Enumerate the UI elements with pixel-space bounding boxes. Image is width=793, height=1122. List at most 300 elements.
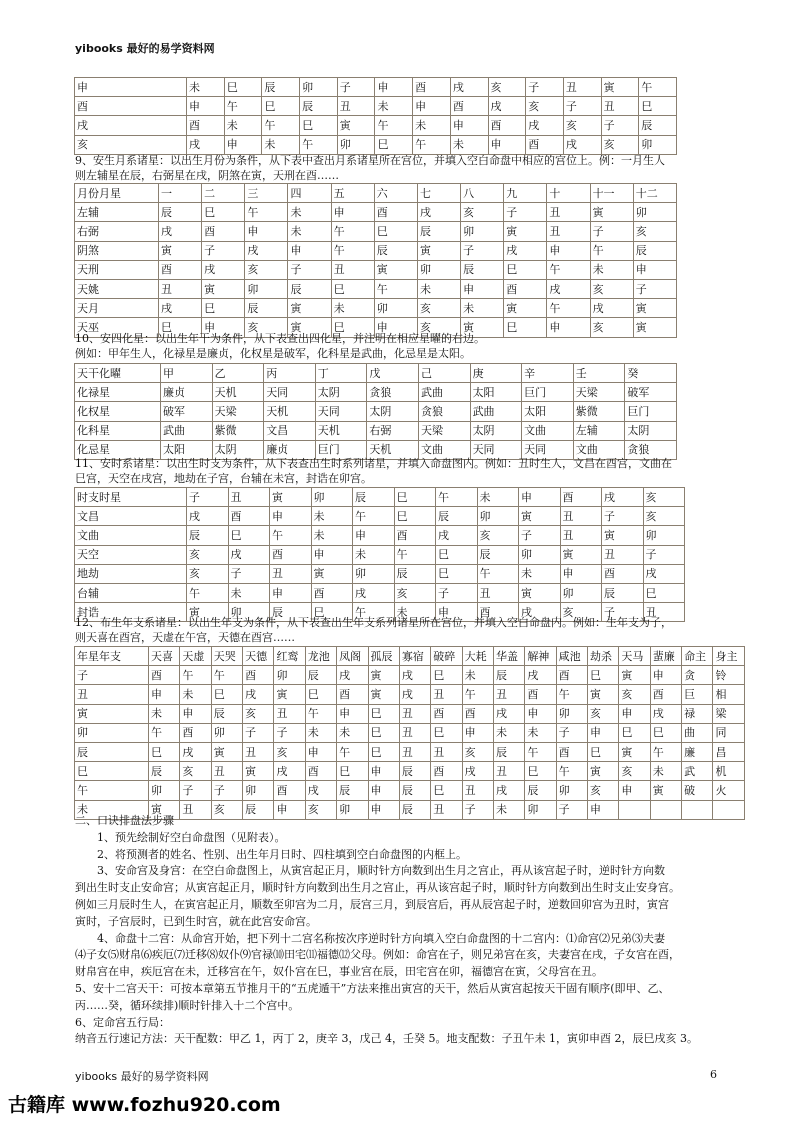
table-cell: 申 <box>374 318 417 337</box>
table-cell: 亥 <box>180 762 211 781</box>
table-row <box>75 685 745 704</box>
text-line: 5、安十二宫天干：可按本章第五节推月干的“五虎遁干”方法来推出寅宫的天干，然后从寅宫起按天干固有顺序(即甲、乙、 <box>75 981 670 995</box>
table-cell: 九 <box>504 184 547 203</box>
table-cell: 午 <box>149 723 180 742</box>
table-cell: 巳 <box>300 116 338 135</box>
table-cell: 辰 <box>493 742 524 761</box>
table-cell: 戌 <box>643 564 685 583</box>
table-cell: 巳 <box>588 742 619 761</box>
table-cell: 申 <box>547 318 590 337</box>
table-cell: 辰 <box>399 781 430 800</box>
table-cell: 巳 <box>431 666 462 685</box>
table-cell: 辰 <box>353 488 395 507</box>
table-cell: 申 <box>619 781 650 800</box>
text-line: 纳音五行速记方法：天干配数：甲乙 1，丙丁 2，庚辛 3，戊己 4，壬癸 5。地支配数：子丑午未 1，寅卯申酉 2，辰巳戌亥 3。 <box>75 1032 698 1046</box>
table-cell: 辰 <box>436 507 478 526</box>
table-cell: 丁 <box>315 364 367 383</box>
table-cell: 紫微 <box>573 402 625 421</box>
table-cell: 命主 <box>682 647 713 666</box>
table-cell: 未 <box>228 583 270 602</box>
table-cell: 天梁 <box>212 402 264 421</box>
table-cell: 午 <box>353 507 395 526</box>
table-row <box>75 647 745 666</box>
table-cell: 太阳 <box>522 402 574 421</box>
table-cell: 太阳 <box>470 383 522 402</box>
text-line: 9、安生月系诸星：以出生月份为条件，从下表中查出月系诸星所在宫位，并填入空白命盘中相应的宫位上。例：一月生人 <box>75 154 665 167</box>
table-four-transformations <box>74 363 677 460</box>
table-cell: 寅 <box>311 564 353 583</box>
table-cell: 亥 <box>590 279 633 298</box>
table-cell: 天同 <box>264 383 316 402</box>
table-cell: 酉 <box>431 704 462 723</box>
table-cell: 天机 <box>212 383 264 402</box>
table-cell: 武 <box>682 762 713 781</box>
table-cell: 亥 <box>560 603 602 622</box>
table-cell: 丑 <box>431 685 462 704</box>
table-cell: 辰 <box>461 260 504 279</box>
table-cell: 亥 <box>462 742 493 761</box>
table-cell: 天同 <box>315 402 367 421</box>
table-cell: 戌 <box>563 135 601 154</box>
table-cell: 太阳 <box>161 440 213 459</box>
section-2-text <box>75 813 698 1048</box>
table-cell: 巳 <box>643 583 685 602</box>
table-cell: 戌 <box>525 666 556 685</box>
table-cell: 午 <box>394 545 436 564</box>
table-cell: 丑 <box>180 800 211 819</box>
table-cell: 丑 <box>560 526 602 545</box>
table-cell: 亥 <box>643 507 685 526</box>
table-row <box>75 488 685 507</box>
table-cell: 戌 <box>450 78 488 97</box>
table-row <box>75 762 745 781</box>
table-cell: 寅 <box>504 299 547 318</box>
table-row <box>75 507 685 526</box>
table-cell: 子 <box>556 800 587 819</box>
text-line: 2、将预测者的姓名、性别、出生年月日时、四柱填到空白命盘图的内框上。 <box>97 847 467 861</box>
table-cell: 巳 <box>337 762 368 781</box>
table-cell: 申 <box>202 318 245 337</box>
table-cell: 酉 <box>602 564 644 583</box>
table-cell: 巳 <box>650 723 681 742</box>
table-cell: 酉 <box>274 781 305 800</box>
table-cell: 酉 <box>556 742 587 761</box>
table-cell: 卯 <box>556 781 587 800</box>
table-cell: 寅 <box>374 260 417 279</box>
section-12-text <box>75 615 672 645</box>
table-cell: 未 <box>353 545 395 564</box>
table-cell: 酉 <box>556 666 587 685</box>
text-line: 则左辅星在辰，右弼星在戌，阴煞在寅，天刑在酉…… <box>75 169 339 182</box>
table-cell: 申 <box>588 723 619 742</box>
table-cell: 巳 <box>374 222 417 241</box>
table-cell: 子 <box>643 545 685 564</box>
table-cell: 巳 <box>202 299 245 318</box>
row-header-cell: 右弼 <box>75 222 159 241</box>
table-cell: 破 <box>682 781 713 800</box>
row-header-cell: 天姚 <box>75 279 159 298</box>
table-palace-continuation <box>74 77 677 155</box>
table-row <box>75 781 745 800</box>
table-cell: 孤辰 <box>368 647 399 666</box>
table-cell: 戌 <box>245 241 288 260</box>
table-cell: 贪狼 <box>418 402 470 421</box>
table-cell: 酉 <box>477 603 519 622</box>
table-cell: 午 <box>525 742 556 761</box>
table-cell: 酉 <box>202 222 245 241</box>
table-cell: 蜚廉 <box>650 647 681 666</box>
table-cell: 丑 <box>462 781 493 800</box>
table-cell: 太阴 <box>470 421 522 440</box>
table-cell: 未 <box>311 507 353 526</box>
table-cell: 巳 <box>639 97 677 116</box>
table-cell: 未 <box>493 723 524 742</box>
table-cell: 贪狼 <box>625 440 677 459</box>
table-cell: 亥 <box>643 488 685 507</box>
table-cell: 辰 <box>399 800 430 819</box>
row-header-cell: 巳 <box>75 762 149 781</box>
table-cell: 卯 <box>149 781 180 800</box>
table-cell: 申 <box>224 135 262 154</box>
text-line: 财帛宫在申，疾厄宫在未，迁移宫在午，奴仆宫在巳，事业宫在辰，田宅宫在卯，福德宫在寅，父母宫在丑。 <box>75 965 603 979</box>
row-header-cell: 天干化曜 <box>75 364 161 383</box>
row-header-cell: 戌 <box>75 116 187 135</box>
table-cell: 戌 <box>462 762 493 781</box>
table-cell: 辰 <box>187 526 229 545</box>
table-cell: 申 <box>633 260 676 279</box>
row-header-cell: 天巫 <box>75 318 159 337</box>
table-cell: 破碎 <box>431 647 462 666</box>
table-cell: 亥 <box>563 116 601 135</box>
table-cell: 巳 <box>375 135 413 154</box>
table-cell: 戌 <box>159 222 202 241</box>
table-cell: 午 <box>547 299 590 318</box>
table-cell: 辰 <box>243 800 274 819</box>
table-cell: 酉 <box>431 762 462 781</box>
table-cell: 火 <box>713 781 744 800</box>
row-header-cell: 化禄星 <box>75 383 161 402</box>
table-cell: 申 <box>519 488 561 507</box>
table-cell: 申 <box>375 78 413 97</box>
text-line: ⑷子女⑸财帛⑹疾厄⑺迁移⑻奴仆⑼官禄⑽田宅⑾福德⑿父母。例如：命宫在子，则兄弟宫在亥，夫妻宫在戌，子女宫在酉， <box>75 948 680 962</box>
table-cell: 戌 <box>417 203 460 222</box>
table-cell: 大耗 <box>462 647 493 666</box>
table-cell: 亥 <box>187 545 229 564</box>
table-cell: 未 <box>180 685 211 704</box>
text-line: 例如三月辰时生人，在寅宫起正月，顺数至卯宫为二月，辰宫三月，到辰宫后，再从辰宫起子时，逆数回卯宫为丑时，寅宫 <box>75 897 669 911</box>
table-cell: 酉 <box>149 666 180 685</box>
table-cell: 未 <box>417 279 460 298</box>
table-cell: 酉 <box>270 545 312 564</box>
table-cell: 破军 <box>161 402 213 421</box>
table-cell: 申 <box>619 704 650 723</box>
table-cell: 寅 <box>633 318 676 337</box>
table-cell: 酉 <box>560 488 602 507</box>
table-row <box>75 78 677 97</box>
table-cell: 廉 <box>682 742 713 761</box>
table-cell: 戌 <box>228 545 270 564</box>
table-cell: 午 <box>187 583 229 602</box>
table-cell: 卯 <box>211 723 242 742</box>
table-cell: 申 <box>436 603 478 622</box>
table-cell: 寅 <box>159 241 202 260</box>
table-cell: 午 <box>270 526 312 545</box>
table-cell: 巨门 <box>315 440 367 459</box>
text-line: 11、安时系诸星：以出生时支为条件，从下表查出生时系列诸星，并填入命盘图内。例如：丑时生人，文昌在酉宫，文曲在 <box>75 457 672 470</box>
table-cell: 寅 <box>368 685 399 704</box>
text-line: 丙……癸，循环续排)顺时针排入十二个宫中。 <box>75 998 300 1012</box>
table-cell: 子 <box>202 241 245 260</box>
table-row <box>75 279 677 298</box>
table-cell: 庚 <box>470 364 522 383</box>
table-cell: 寅 <box>337 116 375 135</box>
text-line: 3、安命宫及身宫：在空白命盘图上，从寅宫起正月，顺时针方向数到出生月之宫止，再从该宫起子时，逆时针方向数 <box>97 864 665 878</box>
table-cell: 丑 <box>431 742 462 761</box>
table-cell: 子 <box>436 583 478 602</box>
row-header-cell: 寅 <box>75 704 149 723</box>
table-cell: 卯 <box>353 564 395 583</box>
table-cell: 七 <box>417 184 460 203</box>
table-cell: 子 <box>462 800 493 819</box>
table-cell: 申 <box>461 279 504 298</box>
table-cell: 子 <box>288 260 331 279</box>
table-cell: 酉 <box>488 116 526 135</box>
row-header-cell: 时支时星 <box>75 488 187 507</box>
table-cell: 天机 <box>315 421 367 440</box>
table-cell: 机 <box>713 762 744 781</box>
table-row <box>75 526 685 545</box>
table-cell: 亥 <box>245 260 288 279</box>
table-cell: 子 <box>602 603 644 622</box>
table-cell: 壬 <box>573 364 625 383</box>
table-cell: 同 <box>713 723 744 742</box>
table-cell: 未 <box>149 704 180 723</box>
table-cell: 子 <box>461 241 504 260</box>
table-cell: 太阴 <box>367 402 419 421</box>
table-cell: 申 <box>337 704 368 723</box>
table-cell: 丑 <box>274 704 305 723</box>
table-cell: 亥 <box>526 97 564 116</box>
table-cell: 寅 <box>519 507 561 526</box>
table-cell: 巳 <box>331 279 374 298</box>
table-cell: 午 <box>300 135 338 154</box>
table-cell: 十 <box>547 184 590 203</box>
table-cell: 辰 <box>633 241 676 260</box>
table-cell: 丑 <box>211 762 242 781</box>
table-cell: 戌 <box>590 299 633 318</box>
text-line: 到出生时支止安命宫；从寅宫起正月，顺时针方向数到出生月之宫止，再从该宫起子时，顺时针方向数到出生时支止安身宫。 <box>75 881 680 895</box>
table-cell: 丑 <box>547 222 590 241</box>
table-cell: 戌 <box>526 116 564 135</box>
table-cell: 丑 <box>399 723 430 742</box>
table-cell: 卯 <box>556 704 587 723</box>
table-cell: 二 <box>202 184 245 203</box>
table-cell: 午 <box>331 222 374 241</box>
row-header-cell: 未 <box>75 800 149 819</box>
table-cell: 午 <box>556 685 587 704</box>
text-line: 巳宫，天空在戌宫，地劫在子宫，台辅在未宫，封诰在卯宫。 <box>75 472 372 485</box>
table-cell: 戌 <box>488 97 526 116</box>
table-cell: 丑 <box>399 742 430 761</box>
text-line: 则天喜在酉宫，天虚在午宫，天德在酉宫…… <box>75 631 295 644</box>
table-cell: 子 <box>211 781 242 800</box>
table-cell: 天同 <box>470 440 522 459</box>
table-cell: 寅 <box>590 203 633 222</box>
table-cell: 亥 <box>588 704 619 723</box>
table-cell: 文曲 <box>573 440 625 459</box>
table-cell: 酉 <box>462 704 493 723</box>
table-cell: 破军 <box>625 383 677 402</box>
table-cell: 亥 <box>417 318 460 337</box>
table-cell: 酉 <box>243 666 274 685</box>
table-cell: 未 <box>450 135 488 154</box>
table-cell: 申 <box>149 685 180 704</box>
table-cell: 酉 <box>394 526 436 545</box>
table-row <box>75 364 677 383</box>
table-cell: 申 <box>650 666 681 685</box>
table-cell: 巨 <box>682 685 713 704</box>
table-cell: 酉 <box>187 116 225 135</box>
table-cell: 丑 <box>601 97 639 116</box>
table-cell: 申 <box>305 742 336 761</box>
table-cell: 申 <box>488 135 526 154</box>
table-cell: 贪狼 <box>367 383 419 402</box>
table-cell: 寡宿 <box>399 647 430 666</box>
table-cell: 武曲 <box>418 383 470 402</box>
table-cell: 午 <box>331 241 374 260</box>
table-cell: 六 <box>374 184 417 203</box>
table-cell: 丑 <box>477 583 519 602</box>
table-hour-stars <box>74 487 685 622</box>
table-cell: 午 <box>224 97 262 116</box>
table-cell: 丑 <box>493 685 524 704</box>
table-cell: 寅 <box>633 299 676 318</box>
row-header-cell: 天月 <box>75 299 159 318</box>
table-cell: 酉 <box>526 135 564 154</box>
table-cell: 未 <box>331 299 374 318</box>
table-cell: 戌 <box>243 685 274 704</box>
table-cell: 禄 <box>682 704 713 723</box>
table-cell: 酉 <box>180 723 211 742</box>
table-cell: 酉 <box>450 97 488 116</box>
table-cell: 甲 <box>161 364 213 383</box>
table-cell: 巳 <box>588 666 619 685</box>
table-cell: 巳 <box>394 507 436 526</box>
table-cell: 申 <box>525 704 556 723</box>
table-cell: 天梁 <box>418 421 470 440</box>
table-cell: 亥 <box>601 135 639 154</box>
table-row <box>75 704 745 723</box>
row-header-cell: 午 <box>75 781 149 800</box>
table-cell: 巳 <box>504 260 547 279</box>
row-header-cell: 子 <box>75 666 149 685</box>
table-cell: 寅 <box>619 666 650 685</box>
table-cell: 酉 <box>228 507 270 526</box>
table-row <box>75 383 677 402</box>
table-cell: 寅 <box>368 666 399 685</box>
table-cell: 卯 <box>639 135 677 154</box>
table-cell: 身主 <box>713 647 744 666</box>
table-cell: 酉 <box>305 762 336 781</box>
row-header-cell: 辰 <box>75 742 149 761</box>
table-cell: 戌 <box>519 603 561 622</box>
table-cell: 未 <box>413 116 451 135</box>
table-cell: 申 <box>368 781 399 800</box>
table-cell: 卯 <box>461 222 504 241</box>
table-cell: 癸 <box>625 364 677 383</box>
table-cell: 紫微 <box>212 421 264 440</box>
table-cell: 丑 <box>643 603 685 622</box>
text-line: 寅时，子宫辰时，已到生时宫，就在此宫安命宫。 <box>75 914 317 928</box>
table-cell: 武曲 <box>161 421 213 440</box>
table-cell: 卯 <box>519 545 561 564</box>
table-cell: 卯 <box>300 78 338 97</box>
table-cell: 午 <box>305 704 336 723</box>
table-cell: 午 <box>650 742 681 761</box>
table-cell: 三 <box>245 184 288 203</box>
table-cell: 戌 <box>202 260 245 279</box>
table-cell: 巳 <box>159 318 202 337</box>
table-cell: 亥 <box>187 564 229 583</box>
table-cell: 卯 <box>337 800 368 819</box>
table-cell: 卯 <box>311 488 353 507</box>
table-cell: 巨门 <box>522 383 574 402</box>
table-cell: 廉贞 <box>161 383 213 402</box>
table-cell: 红鸾 <box>274 647 305 666</box>
table-cell: 戌 <box>187 507 229 526</box>
table-cell: 子 <box>601 116 639 135</box>
table-cell: 戌 <box>399 685 430 704</box>
table-cell: 亥 <box>394 583 436 602</box>
table-cell: 巳 <box>311 603 353 622</box>
table-cell: 午 <box>436 488 478 507</box>
text-line: 4、命盘十二宫：从命宫开始，把下列十二宫名称按次序逆时针方向填入空白命盘图的十二宫内：⑴命宫⑵兄弟⑶夫妻 <box>97 931 665 945</box>
table-cell: 卯 <box>560 583 602 602</box>
table-cell: 卯 <box>228 603 270 622</box>
table-cell: 相 <box>713 685 744 704</box>
table-cell: 曲 <box>682 723 713 742</box>
table-cell: 丙 <box>264 364 316 383</box>
table-cell: 戌 <box>493 704 524 723</box>
table-cell: 子 <box>228 564 270 583</box>
table-cell: 子 <box>243 723 274 742</box>
row-header-cell: 化权星 <box>75 402 161 421</box>
table-cell: 武曲 <box>470 402 522 421</box>
table-cell: 天哭 <box>211 647 242 666</box>
table-cell: 辰 <box>374 241 417 260</box>
table-cell: 天同 <box>522 440 574 459</box>
table-cell: 寅 <box>417 241 460 260</box>
table-cell: 未 <box>461 299 504 318</box>
row-header-cell: 左辅 <box>75 203 159 222</box>
table-cell: 亥 <box>619 762 650 781</box>
section-9-text <box>75 153 665 183</box>
table-cell: 申 <box>547 241 590 260</box>
table-cell: 寅 <box>588 685 619 704</box>
row-header-cell: 封诰 <box>75 603 187 622</box>
table-cell: 酉 <box>525 685 556 704</box>
text-line: 1、预先绘制好空白命盘图（见附表）。 <box>97 830 286 844</box>
table-cell: 丑 <box>331 260 374 279</box>
table-cell: 子 <box>519 526 561 545</box>
table-cell: 戌 <box>180 742 211 761</box>
table-cell: 寅 <box>650 781 681 800</box>
table-cell: 丑 <box>159 279 202 298</box>
table-cell: 辰 <box>394 564 436 583</box>
table-cell: 巳 <box>224 78 262 97</box>
table-cell: 巳 <box>619 723 650 742</box>
table-cell: 卯 <box>633 203 676 222</box>
